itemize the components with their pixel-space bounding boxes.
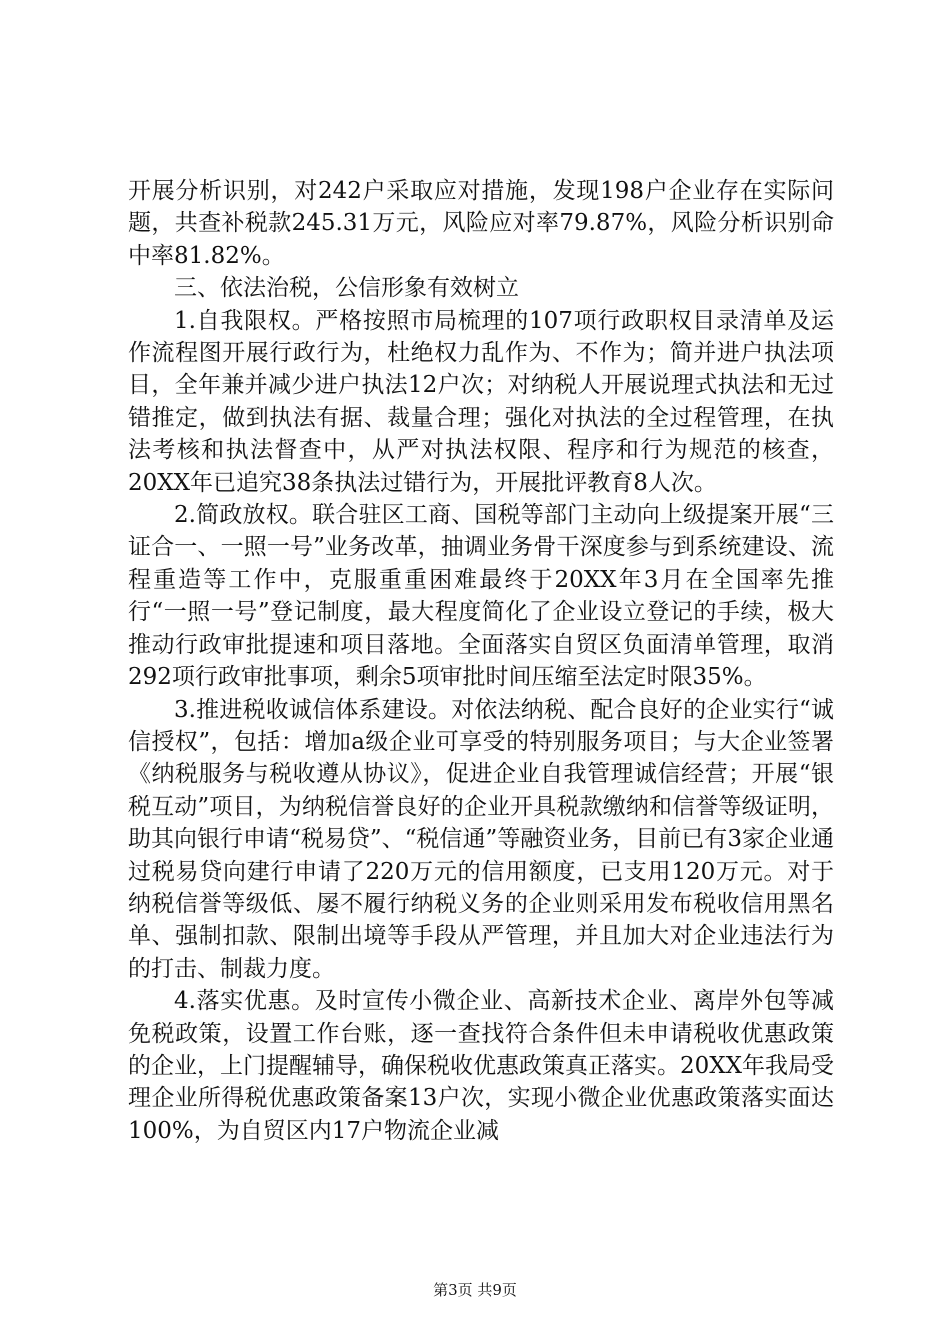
paragraph-continued: 开展分析识别，对242户采取应对措施，发现198户企业存在实际问题，共查补税款245.31万元，风险应对率79.87%，风险分析识别命中率81.82%。 [128, 178, 834, 269]
document-body [128, 175, 834, 1147]
paragraph-self-restraint: 1.自我限权。严格按照市局梳理的107项行政职权目录清单及运作流程图开展行政行为，杜绝权力乱作为、不作为；简并进户执法项目，全年兼并减少进户执法12户次；对纳税人开展说理式执法和无过错推定，做到执法有据、裁量合理；强化对执法的全过程管理，在执法考核和执法督查中，从严对执法权限、程序和行为规范的核查，20XX年已追究38条执法过错行为，开展批评教育8人次。 [128, 307, 834, 496]
section-heading: 三、依法治税，公信形象有效树立 [174, 275, 519, 302]
paragraph-tax-credit-system: 3.推进税收诚信体系建设。对依法纳税、配合良好的企业实行“诚信授权”，包括：增加a级企业可享受的特别服务项目；与大企业签署《纳税服务与税收遵从协议》，促进企业自我管理诚信经营；开展“银税互动”项目，为纳税信誉良好的企业开具税款缴纳和信誉等级证明，助其向银行申请“税易贷”、“税信通”等融资业务，目前已有3家企业通过税易贷向建行申请了220万元的信用额度，已支用120万元。对于纳税信誉等级低、屡不履行纳税义务的企业则采用发布税收信用黑名单、强制扣款、限制出境等手段从严管理，并且加大对企业违法行为的打击、制裁力度。 [128, 696, 834, 982]
paragraph-implement-preferences: 4.落实优惠。及时宣传小微企业、高新技术企业、离岸外包等减免税政策，设置工作台账，逐一查找符合条件但未申请税收优惠政策的企业，上门提醒辅导，确保税收优惠政策真正落实。20XX年我局受理企业所得税优惠政策备案13户次，实现小微企业优惠政策落实面达100%，为自贸区内17户物流企业减 [128, 988, 835, 1144]
paragraph-streamline-administration: 2.简政放权。联合驻区工商、国税等部门主动向上级提案开展“三证合一、一照一号”业务改革，抽调业务骨干深度参与到系统建设、流程重造等工作中，克服重重困难最终于20XX年3月在全国率先推行“一照一号”登记制度，最大程度简化了企业设立登记的手续，极大推动行政审批提速和项目落地。全面落实自贸区负面清单管理，取消292项行政审批事项，剩余5项审批时间压缩至法定时限35%。 [128, 502, 834, 691]
page-footer: 第3页 共9页 [433, 1281, 517, 1299]
